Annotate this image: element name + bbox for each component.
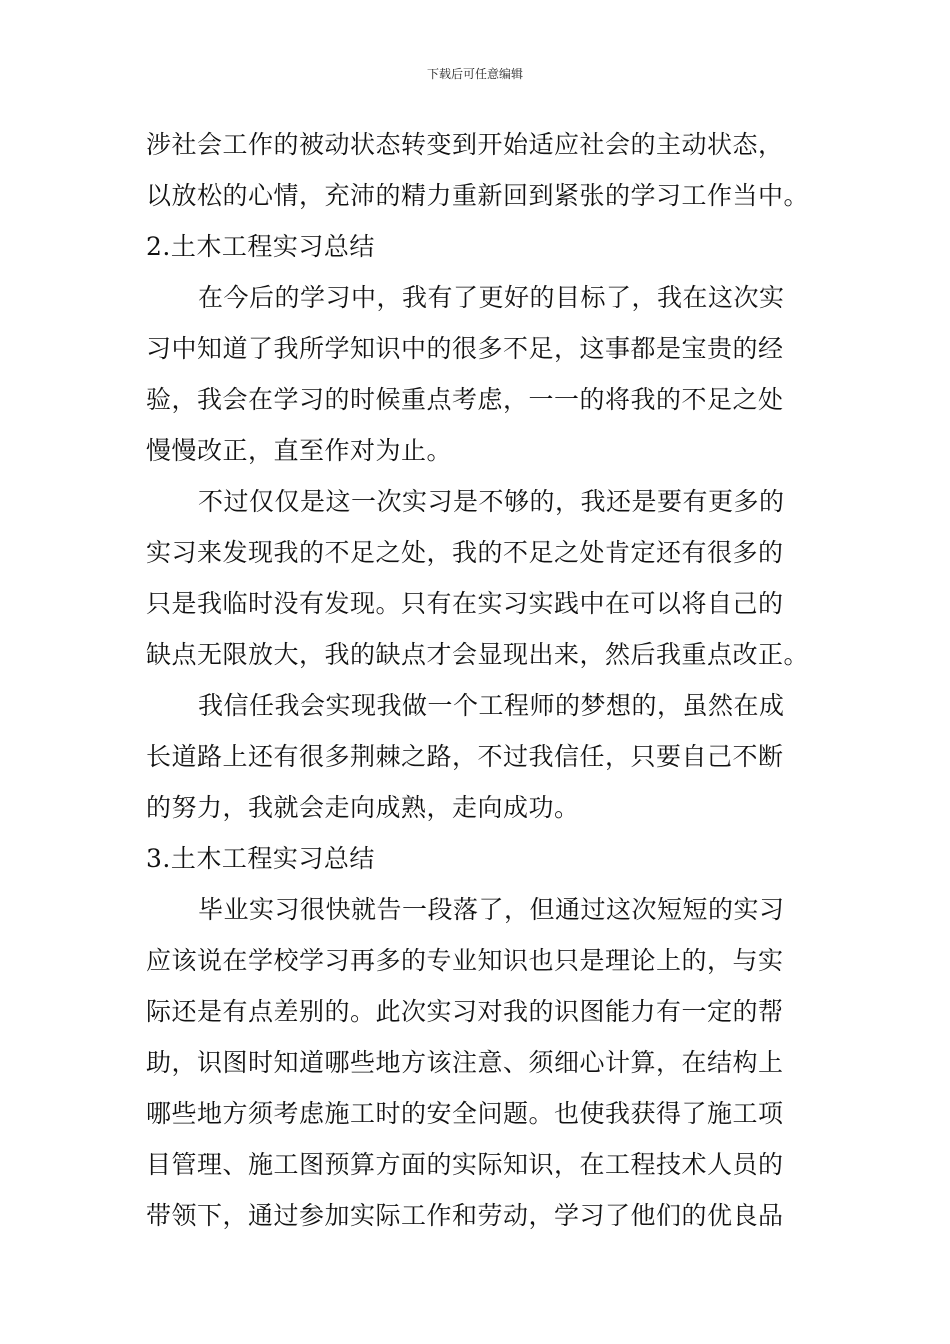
text-line: 我信任我会实现我做一个工程师的梦想的，虽然在成 [198, 691, 785, 720]
text-line: 习中知道了我所学知识中的很多不足，这事都是宝贵的经 [146, 334, 784, 363]
text-line: 2.土木工程实习总结 [146, 232, 375, 261]
text-line: 带领下，通过参加实际工作和劳动，学习了他们的优良品 [146, 1201, 784, 1230]
text-line: 3.土木工程实习总结 [146, 844, 375, 873]
text-line: 哪些地方须考虑施工时的安全问题。也使我获得了施工项 [146, 1099, 784, 1128]
text-line: 验，我会在学习的时候重点考虑，一一的将我的不足之处 [146, 385, 784, 414]
text-line: 涉社会工作的被动状态转变到开始适应社会的主动状态， [146, 130, 784, 159]
text-line: 助，识图时知道哪些地方该注意、须细心计算，在结构上 [146, 1048, 784, 1077]
text-line: 只是我临时没有发现。只有在实习实践中在可以将自己的 [146, 589, 784, 618]
text-line: 缺点无限放大，我的缺点才会显现出来，然后我重点改正。 [146, 640, 810, 669]
text-line: 以放松的心情，充沛的精力重新回到紧张的学习工作当中。 [146, 181, 810, 210]
text-line: 目管理、施工图预算方面的实际知识，在工程技术人员的 [146, 1150, 784, 1179]
text-line: 实习来发现我的不足之处，我的不足之处肯定还有很多的 [146, 538, 784, 567]
text-line: 毕业实习很快就告一段落了，但通过这次短短的实习 [198, 895, 785, 924]
document-body [146, 127, 808, 1249]
text-line: 长道路上还有很多荆棘之路，不过我信任，只要自己不断 [146, 742, 784, 771]
text-line: 不过仅仅是这一次实习是不够的，我还是要有更多的 [198, 487, 785, 516]
text-line: 际还是有点差别的。此次实习对我的识图能力有一定的帮 [146, 997, 784, 1026]
page-header-note: 下载后可任意编辑 [426, 67, 523, 81]
text-line: 在今后的学习中，我有了更好的目标了，我在这次实 [198, 283, 785, 312]
text-line: 应该说在学校学习再多的专业知识也只是理论上的，与实 [146, 946, 784, 975]
text-line: 的努力，我就会走向成熟，走向成功。 [146, 793, 580, 822]
text-line: 慢慢改正，直至作对为止。 [146, 436, 453, 465]
